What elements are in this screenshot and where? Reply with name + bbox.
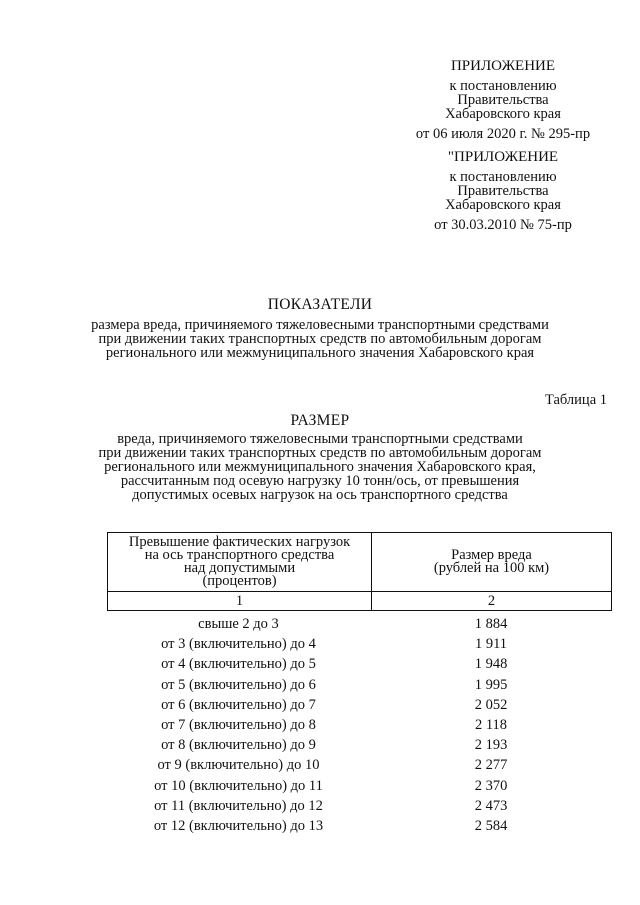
annex-line: Правительства xyxy=(457,92,549,108)
original-annex-date: от 30.03.2010 № 75-пр xyxy=(434,217,572,233)
row-value: 2 193 xyxy=(474,737,508,754)
table-number: Таблица 1 xyxy=(544,392,607,408)
table-subtitle-line: допустимых осевых нагрузок на ось транспортного средства xyxy=(132,487,508,503)
subtitle-line: размера вреда, причиняемого тяжеловесными транспортными средствами xyxy=(91,317,549,333)
row-range: свыше 2 до 3 xyxy=(198,616,279,633)
table-subtitle-line: вреда, причиняемого тяжеловесными транспортными средствами xyxy=(117,431,523,447)
original-annex-line: к постановлению xyxy=(449,169,557,185)
column-number: 2 xyxy=(372,592,612,611)
row-value: 1 911 xyxy=(474,636,508,653)
row-value: 2 277 xyxy=(474,757,508,774)
row-range: от 4 (включительно) до 5 xyxy=(161,656,316,673)
header-line: над допустимыми xyxy=(183,560,296,576)
annex-block xyxy=(396,59,610,141)
table-row xyxy=(107,614,612,634)
original-annex-heading: "ПРИЛОЖЕНИЕ xyxy=(447,149,559,165)
table-row xyxy=(107,816,612,836)
original-annex-block xyxy=(396,150,610,232)
subtitle-line: регионального или межмуниципального значения Хабаровского края xyxy=(105,345,535,361)
row-value: 2 118 xyxy=(474,717,508,734)
table-row xyxy=(107,695,612,715)
annex-heading: ПРИЛОЖЕНИЕ xyxy=(450,58,556,74)
row-range: от 7 (включительно) до 8 xyxy=(161,717,316,734)
header-line: Размер вреда xyxy=(451,547,532,563)
row-range: от 10 (включительно) до 11 xyxy=(154,777,323,794)
row-range: от 9 (включительно) до 10 xyxy=(157,757,320,774)
annex-date: от 06 июля 2020 г. № 295-пр xyxy=(415,126,591,142)
annex-line: Хабаровского края xyxy=(445,106,561,122)
row-range: от 3 (включительно) до 4 xyxy=(161,636,316,653)
column-header-overload xyxy=(108,533,372,592)
row-value: 2 052 xyxy=(474,696,508,713)
document-title: ПОКАЗАТЕЛИ xyxy=(267,296,373,313)
column-number: 1 xyxy=(108,592,372,611)
row-value: 2 584 xyxy=(474,817,508,834)
table-subtitle-line: регионального или межмуниципального значения Хабаровского края, xyxy=(104,459,536,475)
damage-table-body xyxy=(107,614,612,836)
table-subtitle-line: рассчитанным под осевую нагрузку 10 тонн/ось, от превышения xyxy=(120,473,520,489)
damage-table-header xyxy=(107,532,612,611)
header-line: на ось транспортного средства xyxy=(144,547,335,563)
table-row xyxy=(107,634,612,654)
header-line: Превышение фактических нагрузок xyxy=(128,534,351,550)
table-row xyxy=(107,675,612,695)
table-row xyxy=(107,715,612,735)
table-subtitle xyxy=(0,432,640,502)
table-row xyxy=(107,735,612,755)
original-annex-line: Правительства xyxy=(457,183,549,199)
header-line: (рублей на 100 км) xyxy=(433,560,550,576)
table-row xyxy=(107,796,612,816)
table-subtitle-line: при движении таких транспортных средств по автомобильным дорогам xyxy=(98,445,542,461)
row-value: 2 473 xyxy=(474,797,508,814)
row-range: от 5 (включительно) до 6 xyxy=(161,676,316,693)
header-line: (процентов) xyxy=(202,573,277,589)
row-value: 1 995 xyxy=(474,676,508,693)
row-value: 2 370 xyxy=(474,777,508,794)
original-annex-line: Хабаровского края xyxy=(445,197,561,213)
row-value: 1 884 xyxy=(474,616,508,633)
row-range: от 8 (включительно) до 9 xyxy=(161,737,316,754)
table-title: РАЗМЕР xyxy=(290,412,350,429)
table-row xyxy=(107,654,612,674)
row-range: от 11 (включительно) до 12 xyxy=(154,797,323,814)
row-range: от 6 (включительно) до 7 xyxy=(161,696,316,713)
subtitle-line: при движении таких транспортных средств по автомобильным дорогам xyxy=(98,331,542,347)
document-subtitle xyxy=(0,318,640,360)
column-header-damage xyxy=(372,533,612,592)
annex-line: к постановлению xyxy=(449,78,557,94)
table-row xyxy=(107,755,612,775)
row-value: 1 948 xyxy=(474,656,508,673)
row-range: от 12 (включительно) до 13 xyxy=(153,817,324,834)
table-row xyxy=(107,776,612,796)
